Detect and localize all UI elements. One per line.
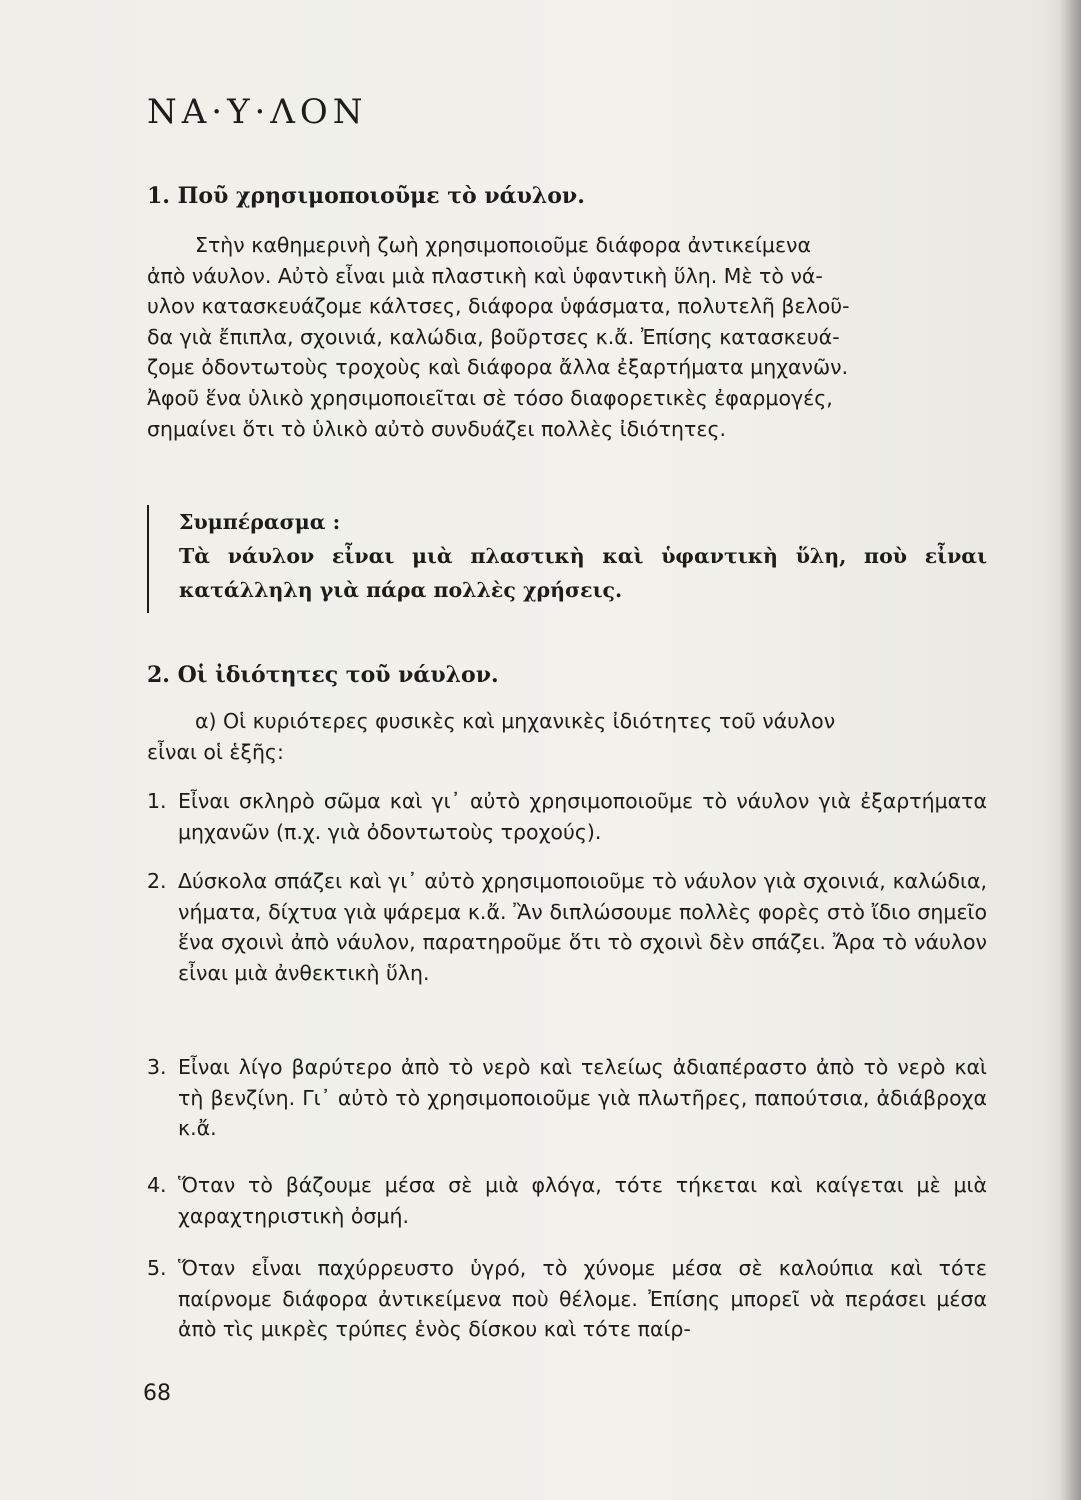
list-item-number: 3. xyxy=(147,1055,167,1079)
paragraph-line: ζομε ὀδοντωτοὺς τροχοὺς καὶ διάφορα ἄλλα ἐξαρτήματα μηχανῶν. xyxy=(147,355,849,380)
section-1-paragraph xyxy=(147,230,987,444)
intro-line: εἶναι οἱ ἑξῆς: xyxy=(147,739,284,764)
list-item-text: Εἶναι σκληρὸ σῶμα καὶ γι᾽ αὐτὸ χρησιμοποιοῦμε τὸ νάυλον γιὰ ἐξαρτήματα μηχανῶν (π.χ. γιὰ ὀδοντωτοὺς τροχούς). xyxy=(178,789,987,844)
list-item-text: Εἶναι λίγο βαρύτερο ἀπὸ τὸ νερὸ καὶ τελείως ἀδιαπέραστο ἀπὸ τὸ νερὸ καὶ τὴ βενζίνη. Γι᾽ αὐτὸ τὸ χρησιμοποιοῦμε γιὰ πλωτῆρες, παπούτσια, ἀδιάβροχα κ.ἄ. xyxy=(178,1055,987,1141)
list-item-number: 1. xyxy=(147,789,167,813)
conclusion-box xyxy=(147,505,987,613)
chapter-title: ΝΑ·Υ·ΛΟΝ xyxy=(147,92,368,132)
conclusion-label: Συμπέρασμα : xyxy=(179,510,341,534)
list-item-text: Ὅταν εἶναι παχύρρευστο ὑγρό, τὸ χύνομε μέσα σὲ καλούπια καὶ τότε παίρνομε διάφορα ἀντικείμενα ποὺ θέλομε. Ἐπίσης μπορεῖ νὰ περάσει μέσα ἀπὸ τὶς μικρὲς τρύπες ἑνὸς δίσκου καὶ τότε παίρ- xyxy=(178,1256,987,1342)
section-2-title: 2. Οἱ ἰδιότητες τοῦ νάυλον. xyxy=(147,662,499,688)
list-item-number: 4. xyxy=(147,1173,167,1197)
paragraph-line: ἀπὸ νάυλον. Αὐτὸ εἶναι μιὰ πλαστικὴ καὶ ὑφαντικὴ ὕλη. Μὲ τὸ νά- xyxy=(147,263,823,288)
section-1-title: 1. Ποῦ χρησιμοποιοῦμε τὸ νάυλον. xyxy=(147,183,585,209)
conclusion-text: Τὰ νάυλον εἶναι μιὰ πλαστικὴ καὶ ὑφαντικὴ ὕλη, ποὺ εἶναι κατάλληλη γιὰ πάρα πολλὲς χρήσεις. xyxy=(179,544,987,602)
page-edge-shadow xyxy=(1059,0,1081,1500)
paragraph-line: Ἀφοῦ ἕνα ὑλικὸ χρησιμοποιεῖται σὲ τόσο διαφορετικὲς ἐφαρμογές, xyxy=(147,385,833,410)
paragraph-line: σημαίνει ὅτι τὸ ὑλικὸ αὐτὸ συνδυάζει πολλὲς ἰδιότητες. xyxy=(147,416,726,441)
list-item-text: Ὅταν τὸ βάζουμε μέσα σὲ μιὰ φλόγα, τότε τήκεται καὶ καίγεται μὲ μιὰ χαραχτηριστικὴ ὀσμή. xyxy=(178,1173,987,1228)
intro-line: α) Οἱ κυριότερες φυσικὲς καὶ μηχανικὲς ἰδιότητες τοῦ νάυλον xyxy=(195,709,836,733)
paragraph-line: δα γιὰ ἔπιπλα, σχοινιά, καλώδια, βοῦρτσες κ.ἄ. Ἐπίσης κατασκευά- xyxy=(147,324,840,349)
section-2-intro xyxy=(147,706,987,767)
list-item-number: 2. xyxy=(147,869,167,893)
list-item-text: Δύσκολα σπάζει καὶ γι᾽ αὐτὸ χρησιμοποιοῦμε τὸ νάυλον γιὰ σχοινιά, καλώδια, νήματα, δίχτυα γιὰ ψάρεμα κ.ἄ. Ἂν διπλώσουμε πολλὲς φορὲς στὸ ἴδιο σημεῖο ἕνα σχοινὶ ἀπὸ νάυλον, παρατηροῦμε ὅτι τὸ σχοινὶ δὲν σπάζει. Ἄρα τὸ νάυλον εἶναι μιὰ ἀνθεκτικὴ ὕλη. xyxy=(178,869,987,985)
paragraph-line: υλον κατασκευάζομε κάλτσες, διάφορα ὑφάσματα, πολυτελῆ βελοῦ- xyxy=(147,294,850,319)
page-number: 68 xyxy=(143,1381,171,1406)
paragraph-line: Στὴν καθημερινὴ ζωὴ χρησιμοποιοῦμε διάφορα ἀντικείμενα xyxy=(195,233,812,257)
list-item-number: 5. xyxy=(147,1256,167,1280)
